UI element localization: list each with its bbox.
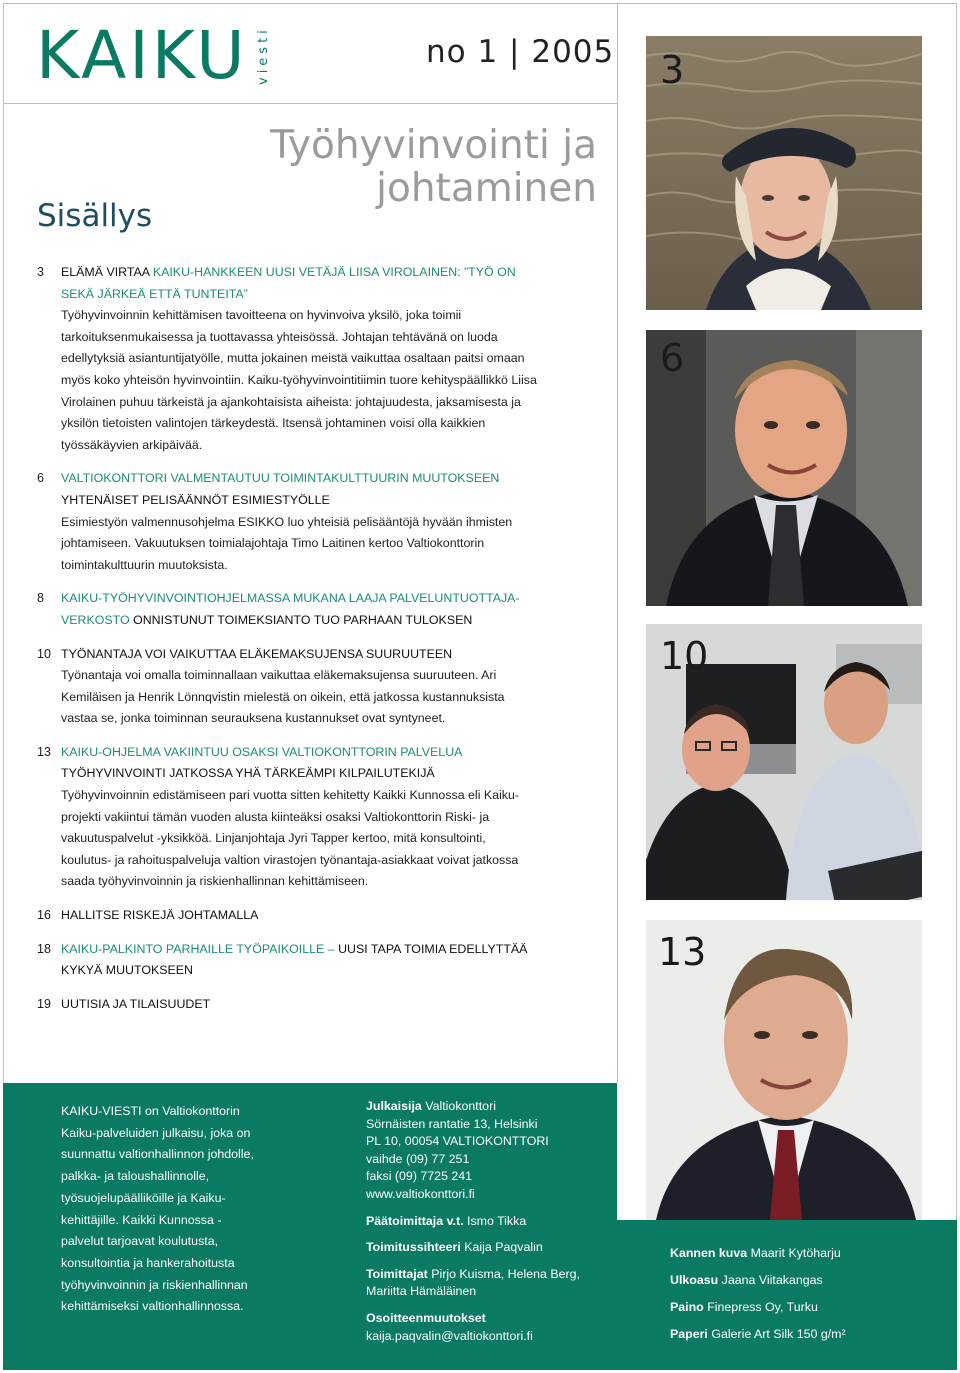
layout-label: Ulkoasu [670, 1273, 719, 1287]
paper-label: Paperi [670, 1327, 708, 1341]
toc-summary: Esimiestyön valmennusohjelma ESIKKO luo yhteisiä pelisääntöjä hyvään ihmisten johtamiseen. Vakuutuksen toimialajohtaja Timo Laitinen kertoo Valtiokonttorin toimintakulttuurin muutoksista. [61, 514, 513, 572]
phone-line: vaihde (09) 77 251 [366, 1151, 470, 1166]
toc-item-8[interactable] [37, 588, 537, 631]
toc-heading: UUTISIA JA TILAISUUDET [61, 996, 211, 1011]
photo-timo-laitinen [646, 330, 922, 606]
toc-heading: ONNISTUNUT TOIMEKSIANTO TUO PARHAAN TULOKSEN [133, 612, 473, 627]
print-label: Paino [670, 1300, 704, 1314]
publisher-line [366, 1098, 606, 1116]
logo-subtitle: viesti [255, 26, 271, 86]
toc-summary: Työhyvinvoinnin edistämiseen pari vuotta sitten kehitetty Kaikki Kunnossa eli Kaiku-projekti vakiintui tämän vuoden alusta kiinteäksi osaksi Valtiokonttorin Riski- ja vakuutuspalvelut -yksikköä. Linjanjohtaja Jyri Tapper kertoo, mitä konsultointi, koulutus- ja rahoituspalveluja valtion virastojen työnantaja-asiakkaat voivat jatkossa saada työhyvinvoinnin ja riskienhallinnan kehittämiseen. [61, 788, 520, 889]
column-divider [617, 3, 618, 1083]
toc-item-6[interactable] [37, 468, 537, 576]
about-text: KAIKU-VIESTI on Valtiokonttorin Kaiku-palveluiden julkaisu, joka on suunnattu valtionhallinnon johdolle, palkka- ja taloushallinnolle, työsuojelupäälliköille ja Kaiku-kehittäjille. Kaikki Kunnossa -palvelut tarjoavat koulutusta, konsultointia ja hankerahoitusta työhyvinvoinnin ja riskienhallinnan kehittämiseksi valtionhallinnossa. [61, 1104, 254, 1314]
toc-summary: Työnantaja voi omalla toiminnallaan vaikuttaa eläkemaksujensa suuruuteen. Ari Kemiläisen ja Henrik Lönnqvistin mielestä on oikein, että jatkossa kustannuksista vastaa se, jonka toiminnan seurauksena kustannukset ovat syntyneet. [61, 668, 505, 726]
issue-number: no 1 | 2005 [426, 34, 615, 70]
toc-teal-heading: KAIKU-OHJELMA VAKIINTUU OSAKSI VALTIOKONTTORIN PALVELUA [61, 744, 463, 759]
toc-teal-heading: KAIKU-HANKKEEN UUSI VETÄJÄ LIISA VIROLAINEN: ”TYÖ ON SEKÄ JÄRKEÄ ETTÄ TUNTEITA” [61, 265, 516, 301]
cover-label: Kannen kuva [670, 1246, 748, 1260]
publisher-label: Julkaisija [366, 1099, 422, 1113]
toc-page-number: 8 [37, 591, 44, 606]
toc-page-number: 18 [37, 941, 51, 956]
address-changes-label [366, 1310, 606, 1328]
toc-page-number: 10 [37, 646, 51, 661]
theme-line-2: johtaminen [376, 166, 597, 211]
paper-credit [670, 1321, 950, 1348]
address-line-1: Sörnäisten rantatie 13, Helsinki [366, 1116, 538, 1131]
toc-heading: TYÖHYVINVOINTI JATKOSSA YHÄ TÄRKEÄMPI KILPAILUTEKIJÄ [61, 766, 435, 781]
editors-label: Toimittajat [366, 1266, 428, 1281]
table-of-contents [37, 262, 537, 1027]
website-link[interactable]: www.valtiokonttori.fi [366, 1186, 475, 1201]
toc-page-number: 19 [37, 996, 51, 1011]
toc-kicker: ELÄMÄ VIRTAA [61, 265, 150, 279]
changes-label: Osoitteenmuutokset [366, 1310, 486, 1325]
fax-line: faksi (09) 7725 241 [366, 1169, 473, 1184]
secretary-line [366, 1239, 606, 1257]
about-column [61, 1101, 261, 1318]
masthead-divider [3, 103, 617, 104]
toc-summary: Työhyvinvoinnin kehittämisen tavoitteena on hyvinvoiva yksilö, joka toimii tarkoituksenmukaisessa ja tuottavassa yhteisössä. Johtajan tehtävänä on luoda edellytyksiä asiantuntijatyölle, mutta jokainen meistä vaikuttaa osaltaan paitsi omaan myös koko yhteisön hyvinvointiin. Kaiku-työhyvinvointitiimin tuore kehityspäällikkö Liisa Virolainen puhuu tärkeistä ja ajankohtaisista aiheista: johtajuudesta, jaksamisesta ja yksilön tietoisten valintojen tärkeydestä. Itsensä johtaminen voisi olla kaikkien työssäkäyvien arkipäivää. [61, 308, 537, 452]
toc-teal-heading: VALTIOKONTTORI VALMENTAUTUU TOIMINTAKULTTUURIN MUUTOKSEEN [61, 471, 500, 486]
toc-item-16[interactable] [37, 905, 537, 927]
cover-photo-credit [670, 1240, 950, 1267]
editor-line [366, 1213, 606, 1231]
address-changes-email[interactable]: kaija.paqvalin@valtiokonttori.fi [366, 1328, 533, 1343]
photo-page-label-13: 13 [658, 930, 707, 974]
cover-name: Maarit Kytöharju [750, 1246, 841, 1260]
logo-wordmark: KAIKU [36, 17, 248, 94]
toc-item-3[interactable] [37, 262, 537, 456]
toc-item-10[interactable] [37, 644, 537, 730]
publisher-column [366, 1098, 606, 1345]
photo-page-label-6: 6 [660, 336, 685, 380]
issue-theme [270, 124, 597, 210]
kaiku-logo [36, 17, 271, 94]
photo-page-label-10: 10 [660, 634, 709, 678]
toc-heading: UUSI TAPA TOIMIA EDELLYTTÄÄ KYKYÄ MUUTOKSEEN [61, 941, 528, 978]
toc-page-number: 16 [37, 908, 51, 923]
secretary-name: Kaija Paqvalin [464, 1240, 543, 1255]
toc-heading: TYÖNANTAJA VOI VAIKUTTAA ELÄKEMAKSUJENSA SUURUUTEEN [61, 646, 453, 661]
theme-line-1: Työhyvinvointi ja [270, 123, 597, 168]
photo-page-label-3: 3 [660, 48, 685, 92]
layout-credit [670, 1267, 950, 1294]
editors-names: Pirjo Kuisma, Helena Berg, Mariitta Hämäläinen [366, 1266, 580, 1299]
credits-column [670, 1240, 950, 1348]
toc-item-18[interactable] [37, 939, 537, 982]
paper-name: Galerie Art Silk 150 g/m² [711, 1327, 846, 1341]
publisher-name: Valtiokonttori [425, 1099, 496, 1113]
toc-title: Sisällys [37, 198, 153, 234]
print-name: Finepress Oy, Turku [707, 1300, 818, 1314]
editor-name: Ismo Tikka [467, 1213, 527, 1228]
toc-heading: YHTENÄISET PELISÄÄNNÖT ESIMIESTYÖLLE [61, 492, 330, 507]
toc-page-number: 6 [37, 471, 44, 486]
toc-item-19[interactable] [37, 994, 537, 1016]
toc-teal-heading: KAIKU-PALKINTO PARHAILLE TYÖPAIKOILLE – [61, 941, 335, 956]
toc-teal-heading: KAIKU-TYÖHYVINVOINTIOHJELMASSA MUKANA LAAJA PALVELUNTUOTTAJA-VERKOSTO [61, 591, 520, 627]
secretary-label: Toimitussihteeri [366, 1240, 461, 1255]
toc-heading: HALLITSE RISKEJÄ JOHTAMALLA [61, 908, 259, 923]
print-credit [670, 1294, 950, 1321]
toc-page-number: 13 [37, 744, 51, 759]
editors-line [366, 1266, 606, 1301]
photo-liisa-virolainen [646, 36, 922, 310]
address-line-2: PL 10, 00054 VALTIOKONTTORI [366, 1134, 549, 1149]
layout-name: Jaana Viitakangas [721, 1273, 823, 1287]
toc-page-number: 3 [37, 265, 44, 279]
toc-item-13[interactable] [37, 742, 537, 893]
editor-label: Päätoimittaja v.t. [366, 1213, 464, 1228]
